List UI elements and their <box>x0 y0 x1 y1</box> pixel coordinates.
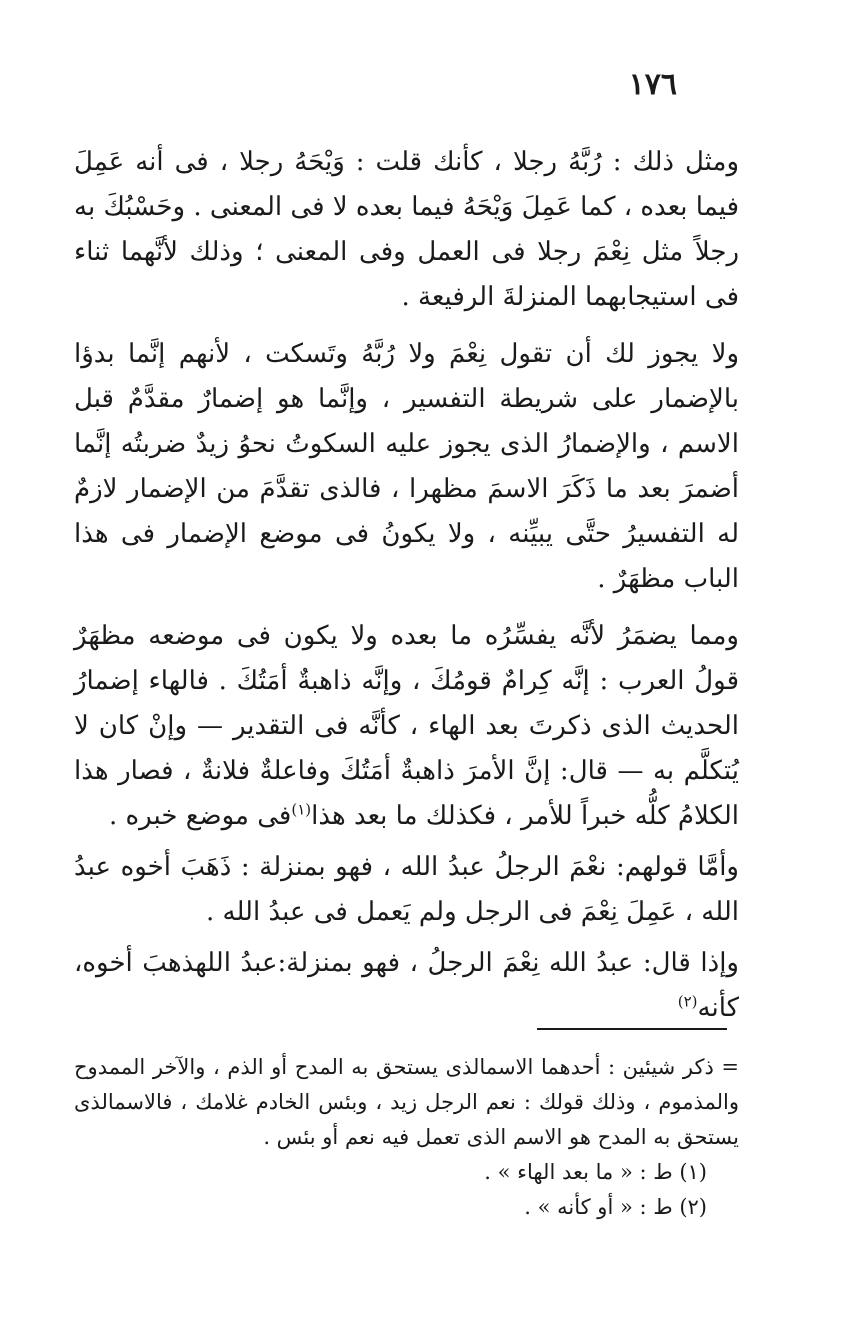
paragraph-4: وأمَّا قولهم: نعْمَ الرجلُ عبدُ الله ، فهو بمنزلة : ذَهَبَ أخوه عبدُ الله ، عَمِلَ نِعْمَ فى الرجل ولم يَعمل فى عبدُ الله . <box>74 852 739 927</box>
footnote-continuation: = ذكر شيئين : أحدهما الاسمالذى يستحق به المدح أو الذم ، والآخر الممدوح والمذموم ، وذلك قولك : نعم الرجل زيد ، وبئس الخادم غلامك ، فالاسمالذى يستحق به المدح هو الاسم الذى تعمل فيه نعم أو بئس . <box>74 1055 739 1149</box>
footnote-ref-1: (١) <box>291 800 312 819</box>
paragraph-1: ومثل ذلك : رُبَّهُ رجلا ، كأنك قلت : وَيْحَهُ رجلا ، فى أنه عَمِلَ فيما بعده ، كما عَمِلَ وَيْحَهُ فيما بعده لا فى المعنى . وحَسْبُكَ به رجلاً مثل نِعْمَ رجلا فى العمل وفى المعنى ؛ وذلك لأنَّهما ثناء فى استيجابهما المنزلةَ الرفيعة . <box>74 147 739 312</box>
footnote-1: (١) ط : « ما بعد الهاء » . <box>484 1160 707 1184</box>
paragraph-3 <box>74 614 739 839</box>
paragraph-2: ولا يجوز لك أن تقول نِعْمَ ولا رُبَّهُ وتَسكت ، لأنهم إنَّما بدؤا بالإضمار على شريطة التفسير ، وإنَّما هو إضمارٌ مقدَّمٌ قبل الاسم ، والإضمارُ الذى يجوز عليه السكوتُ نحوُ زيدٌ ضربتُه إنَّما أضمرَ بعد ما ذَكَرَ الاسمَ مظهرا ، فالذى تقدَّمَ من الإضمار لازمٌ له التفسيرُ حتَّى يبيِّنه ، ولا يكونُ فى موضع الإضمار فى هذا الباب مظهَرٌ . <box>74 339 739 594</box>
footnote-separator <box>537 1028 727 1030</box>
paragraph-3-text: ومما يضمَرُ لأنَّه يفسِّرُه ما بعده ولا يكون فى موضعه مظهَرٌ قولُ العرب : إنَّه كِرامٌ قومُكَ ، وإنَّه ذاهبةٌ أمَتُكَ . فالهاء إضمارُ الحديث الذى ذكرتَ بعد الهاء ، كأنَّه فى التقدير — وإنْ كان لا يُتكلَّم به — قال: إنَّ الأمرَ ذاهبةٌ أمَتُكَ وفاعلةٌ فلانةٌ ، فصار هذا الكلامُ كلُّه خبراً للأمر ، فكذلك ما بعد هذا <box>74 621 739 831</box>
footnotes <box>74 1050 739 1225</box>
footnote-ref-2: (٢) <box>677 992 698 1011</box>
main-text <box>74 140 739 1031</box>
paragraph-3-tail: فى موضع خبره . <box>109 801 292 831</box>
paragraph-5-text: وإذا قال: عبدُ الله نِعْمَ الرجلُ ، فهو بمنزلة:عبدُ اللهذهبَ أخوه، كأنه <box>74 948 739 1023</box>
footnote-2: (٢) ط : « أو كأنه » . <box>524 1195 707 1219</box>
paragraph-5 <box>74 941 739 1031</box>
page-number: ١٧٦ <box>628 67 677 102</box>
